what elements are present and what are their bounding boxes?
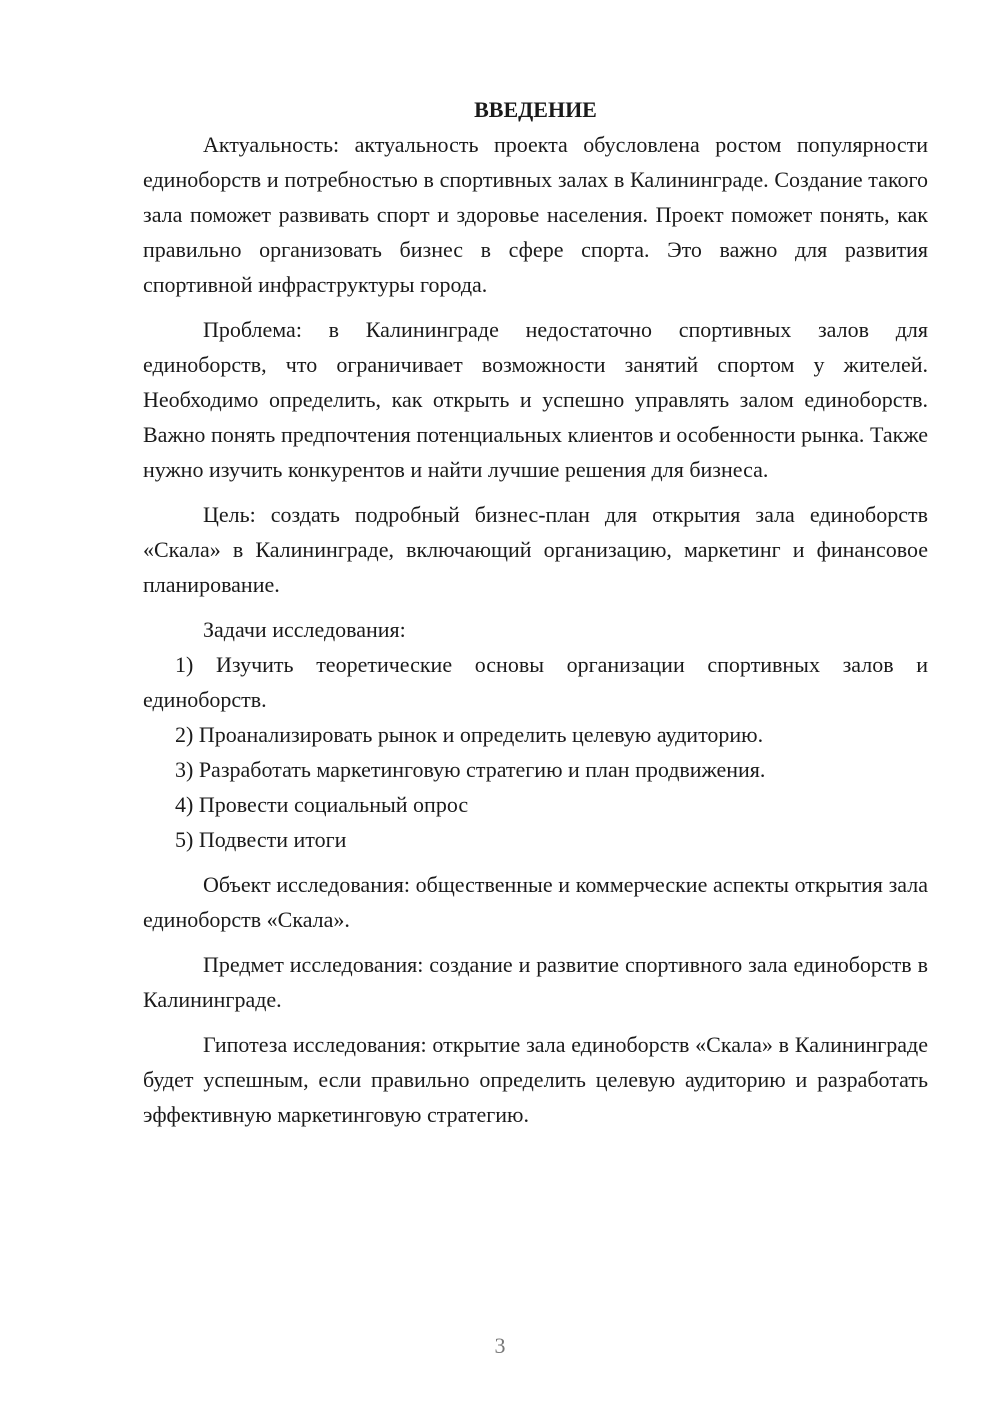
task-item-3: 3) Разработать маркетинговую стратегию и план продвижения. [175, 757, 766, 782]
task-item-2: 2) Проанализировать рынок и определить целевую аудиторию. [175, 722, 764, 747]
paragraph-object: Объект исследования: общественные и коммерческие аспекты открытия зала единоборств «Скала». [143, 872, 928, 932]
paragraph-goal: Цель: создать подробный бизнес-план для открытия зала единоборств «Скала» в Калининграде, включающий организацию, маркетинг и финансовое планирование. [143, 502, 928, 597]
task-item-5: 5) Подвести итоги [175, 827, 347, 852]
paragraph-relevance: Актуальность: актуальность проекта обусловлена ростом популярности единоборств и потребностью в спортивных залах в Калининграде. Создание такого зала поможет развивать спорт и здоровье населения. Проект поможет понять, как правильно организовать бизнес в сфере спорта. Это важно для развития спортивной инфраструктуры города. [143, 132, 928, 297]
task-item-4: 4) Провести социальный опрос [175, 792, 469, 817]
paragraph-hypothesis: Гипотеза исследования: открытие зала единоборств «Скала» в Калининграде будет успешным, если правильно определить целевую аудиторию и разработать эффективную маркетинговую стратегию. [143, 1032, 928, 1127]
paragraph-problem: Проблема: в Калининграде недостаточно спортивных залов для единоборств, что ограничивает возможности занятий спортом у жителей. Необходимо определить, как открыть и успешно управлять залом единоборств. Важно понять предпочтения потенциальных клиентов и особенности рынка. Также нужно изучить конкурентов и найти лучшие решения для бизнеса. [143, 317, 928, 482]
page-number: 3 [494, 1333, 506, 1358]
section-title: ВВЕДЕНИЕ [474, 97, 597, 122]
task-item-1: 1) Изучить теоретические основы организации спортивных залов и единоборств. [143, 652, 928, 712]
document-page [143, 92, 928, 1132]
paragraph-tasks-heading: Задачи исследования: [203, 617, 406, 642]
paragraph-subject: Предмет исследования: создание и развитие спортивного зала единоборств в Калининграде. [143, 952, 928, 1012]
